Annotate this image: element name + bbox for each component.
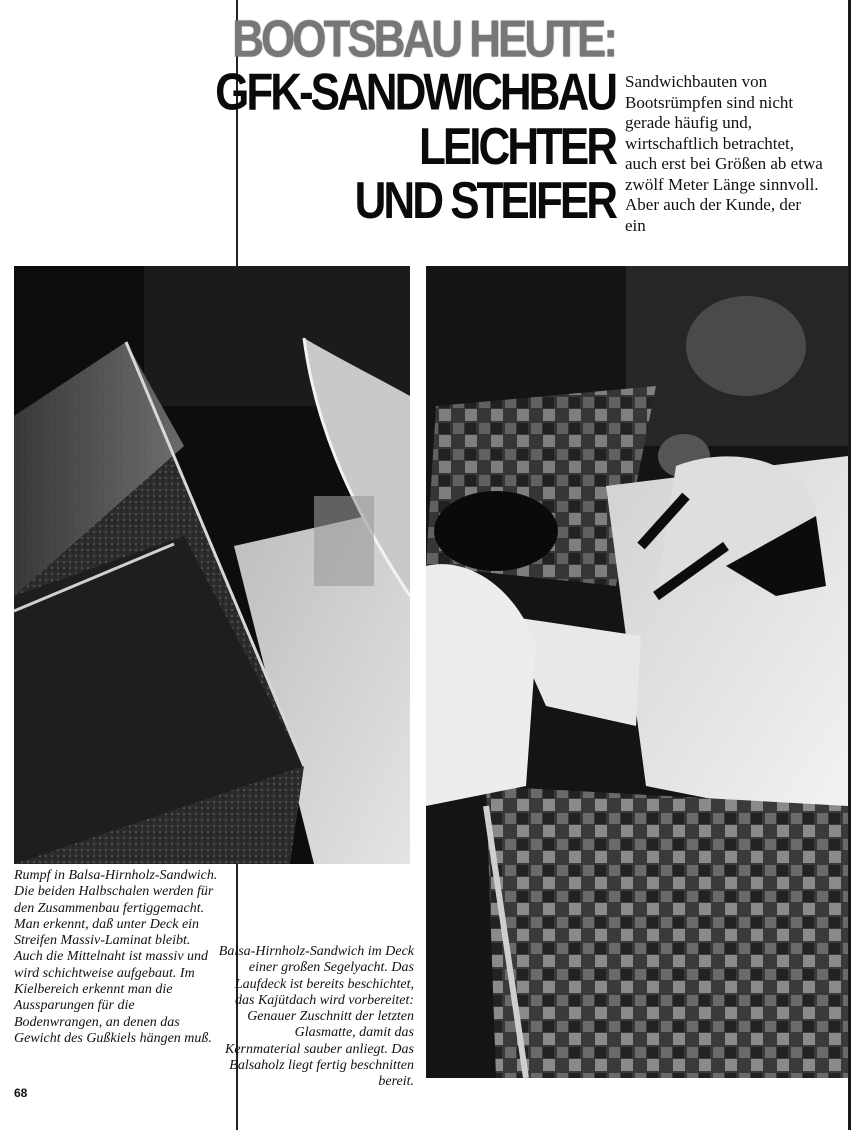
intro-paragraph: Sandwichbauten von Bootsrümpfen sind nicht gerade häufig und, wirtschaftlich betrachtet, auch erst bei Größen ab etwa zwölf Meter Länge sinnvoll. Aber auch der Kunde, der ein — [625, 72, 823, 235]
page-number: 68 — [14, 1086, 28, 1100]
headline-line-3: LEICHTER — [419, 117, 615, 176]
hull-photo — [14, 266, 410, 864]
headline-line-1: BOOTSBAU HEUTE: — [232, 10, 615, 69]
deck-photo — [426, 266, 848, 1078]
page-edge — [848, 0, 851, 1130]
caption-hull: Rumpf in Balsa-Hirnholz-Sandwich. Die beiden Halbschalen werden für den Zusammenbau fertiggemacht. Man erkennt, daß unter Deck ein Streifen Massiv-Laminat bleibt. Auch die Mittelnaht ist massiv und wird schichtweise aufgebaut. Im Kielbereich erkennt man die Aussparungen für die Bodenwrangen, an denen das Gewicht des Gußkiels hängen muß. — [14, 868, 218, 1046]
caption-deck: Balsa-Hirnholz-Sandwich im Deck einer großen Segelyacht. Das Laufdeck ist bereits beschichtet, das Kajütdach wird vorbereitet: Genauer Zuschnitt der letzten Glasmatte, damit das Kernmaterial sauber anliegt. Das Balsaholz liegt fertig beschnitten bereit. — [218, 944, 414, 1090]
headline-line-4: UND STEIFER — [354, 172, 615, 230]
headline-line-2: GFK-SANDWICHBAU — [215, 63, 615, 122]
headline — [120, 10, 615, 230]
